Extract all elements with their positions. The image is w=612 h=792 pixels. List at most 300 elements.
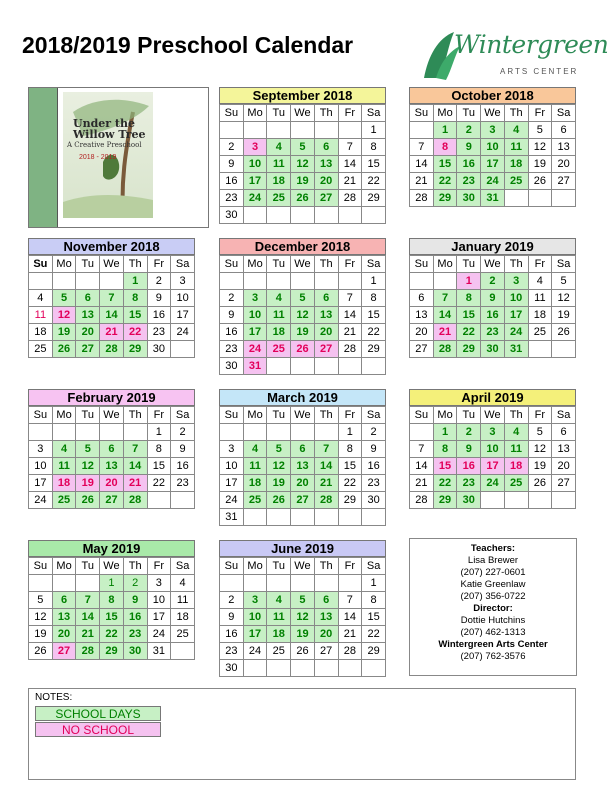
day-header: Su — [220, 407, 244, 424]
teacher-1: Lisa Brewer — [467, 555, 519, 566]
day-cell: 3 — [504, 273, 528, 290]
day-cell: 6 — [100, 441, 124, 458]
day-cell: 25 — [267, 190, 291, 207]
day-header: Sa — [362, 407, 386, 424]
day-cell: 22 — [433, 173, 457, 190]
day-header: We — [291, 558, 315, 575]
day-header: Th — [123, 256, 147, 273]
day-cell: 18 — [528, 307, 552, 324]
day-cell: 7 — [433, 290, 457, 307]
day-cell: 24 — [147, 626, 171, 643]
day-cell — [220, 122, 244, 139]
day-header: Mo — [52, 407, 76, 424]
month-grid — [28, 557, 195, 660]
day-cell: 9 — [481, 290, 505, 307]
day-cell: 13 — [76, 307, 100, 324]
day-cell: 1 — [433, 424, 457, 441]
day-cell — [29, 273, 53, 290]
day-header: Fr — [338, 105, 362, 122]
day-cell: 1 — [100, 575, 124, 592]
day-cell: 16 — [220, 324, 244, 341]
day-cell: 13 — [314, 609, 338, 626]
day-cell: 8 — [362, 139, 386, 156]
day-cell: 24 — [243, 341, 267, 358]
day-cell — [243, 660, 267, 677]
day-cell: 6 — [552, 424, 576, 441]
day-cell: 21 — [410, 475, 434, 492]
day-cell: 13 — [52, 609, 76, 626]
logo-name: Wintergreen — [454, 30, 609, 59]
day-cell — [123, 424, 147, 441]
day-cell: 26 — [267, 492, 291, 509]
day-header: Su — [410, 256, 434, 273]
day-header: Th — [314, 407, 338, 424]
day-header: We — [291, 256, 315, 273]
day-cell — [291, 660, 315, 677]
day-cell: 17 — [481, 458, 505, 475]
day-header: Th — [504, 256, 528, 273]
day-header: Fr — [147, 407, 171, 424]
month-title: February 2019 — [28, 389, 195, 406]
legend-no-school: NO SCHOOL — [35, 722, 161, 737]
day-cell: 19 — [29, 626, 53, 643]
day-header: We — [481, 256, 505, 273]
day-cell: 7 — [76, 592, 100, 609]
day-cell: 28 — [123, 492, 147, 509]
day-cell: 19 — [291, 324, 315, 341]
day-cell: 4 — [52, 441, 76, 458]
month-grid — [219, 255, 386, 375]
day-header: Sa — [362, 558, 386, 575]
day-cell: 7 — [338, 139, 362, 156]
day-cell: 22 — [338, 475, 362, 492]
day-cell: 19 — [76, 475, 100, 492]
day-cell — [220, 424, 244, 441]
day-cell: 22 — [457, 324, 481, 341]
month-4 — [219, 238, 386, 375]
day-cell — [29, 424, 53, 441]
day-cell: 17 — [29, 475, 53, 492]
month-grid — [409, 255, 576, 358]
day-cell: 2 — [123, 575, 147, 592]
day-cell: 10 — [481, 441, 505, 458]
day-cell: 15 — [433, 458, 457, 475]
day-cell: 12 — [291, 307, 315, 324]
teachers-heading: Teachers: — [470, 543, 516, 554]
day-cell: 27 — [100, 492, 124, 509]
day-cell: 12 — [76, 458, 100, 475]
day-cell: 1 — [362, 575, 386, 592]
day-cell: 2 — [457, 122, 481, 139]
day-cell — [314, 660, 338, 677]
day-cell — [171, 643, 195, 660]
day-cell: 20 — [552, 156, 576, 173]
month-title: June 2019 — [219, 540, 386, 557]
day-cell: 1 — [147, 424, 171, 441]
day-cell — [528, 492, 552, 509]
day-cell: 29 — [362, 190, 386, 207]
month-title: November 2018 — [28, 238, 195, 255]
day-cell: 30 — [457, 190, 481, 207]
month-title: May 2019 — [28, 540, 195, 557]
day-cell — [52, 424, 76, 441]
day-header: We — [291, 105, 315, 122]
day-cell: 23 — [147, 324, 171, 341]
day-cell: 4 — [171, 575, 195, 592]
day-cell: 12 — [52, 307, 76, 324]
day-cell: 13 — [552, 441, 576, 458]
day-cell: 11 — [52, 458, 76, 475]
day-cell: 15 — [123, 307, 147, 324]
day-cell — [243, 207, 267, 224]
teachers-box — [409, 538, 577, 676]
day-cell: 24 — [243, 643, 267, 660]
month-6 — [28, 389, 195, 509]
day-cell: 27 — [314, 341, 338, 358]
day-cell: 29 — [362, 341, 386, 358]
day-header: Tu — [267, 558, 291, 575]
day-cell — [528, 190, 552, 207]
day-cell: 3 — [220, 441, 244, 458]
day-header: We — [100, 558, 124, 575]
day-cell: 6 — [314, 592, 338, 609]
day-cell: 18 — [267, 324, 291, 341]
day-header: Th — [504, 105, 528, 122]
day-cell — [291, 207, 315, 224]
day-cell: 21 — [314, 475, 338, 492]
day-cell — [291, 358, 315, 375]
day-cell: 18 — [504, 156, 528, 173]
day-cell: 25 — [29, 341, 53, 358]
day-cell — [338, 207, 362, 224]
day-cell: 7 — [100, 290, 124, 307]
day-cell — [314, 575, 338, 592]
day-cell — [220, 575, 244, 592]
day-cell — [552, 341, 576, 358]
day-cell — [267, 509, 291, 526]
day-header: Tu — [267, 256, 291, 273]
day-cell — [314, 358, 338, 375]
day-cell: 30 — [220, 358, 244, 375]
day-cell: 8 — [433, 139, 457, 156]
day-header: Tu — [457, 407, 481, 424]
day-cell: 27 — [552, 475, 576, 492]
day-cell: 20 — [76, 324, 100, 341]
day-cell: 7 — [123, 441, 147, 458]
day-cell — [338, 660, 362, 677]
day-cell: 21 — [338, 324, 362, 341]
day-cell: 4 — [243, 441, 267, 458]
day-cell — [76, 273, 100, 290]
day-cell: 10 — [481, 139, 505, 156]
day-cell — [243, 122, 267, 139]
day-cell: 26 — [552, 324, 576, 341]
day-header: Fr — [147, 256, 171, 273]
day-cell: 26 — [528, 475, 552, 492]
day-cell: 4 — [528, 273, 552, 290]
day-cell: 8 — [457, 290, 481, 307]
day-cell: 22 — [362, 173, 386, 190]
day-cell: 8 — [362, 592, 386, 609]
day-cell: 2 — [171, 424, 195, 441]
day-header: Sa — [171, 256, 195, 273]
day-cell: 6 — [291, 441, 315, 458]
day-cell — [291, 273, 315, 290]
day-cell — [362, 358, 386, 375]
day-cell: 1 — [362, 273, 386, 290]
day-cell: 18 — [171, 609, 195, 626]
day-cell: 28 — [410, 190, 434, 207]
day-cell: 28 — [338, 190, 362, 207]
cover-years: 2018 - 2019 — [79, 154, 117, 161]
cover-title — [73, 118, 146, 140]
month-title: April 2019 — [409, 389, 576, 406]
day-cell: 28 — [338, 341, 362, 358]
day-cell: 23 — [123, 626, 147, 643]
day-cell — [267, 273, 291, 290]
month-grid — [219, 406, 386, 526]
day-cell: 18 — [52, 475, 76, 492]
teacher-2-phone: (207) 356-0722 — [460, 591, 526, 602]
day-cell: 11 — [504, 441, 528, 458]
day-cell: 19 — [291, 173, 315, 190]
day-cell: 19 — [52, 324, 76, 341]
day-cell: 6 — [52, 592, 76, 609]
day-cell: 7 — [338, 592, 362, 609]
day-cell: 11 — [528, 290, 552, 307]
day-cell: 26 — [291, 190, 315, 207]
day-cell — [314, 509, 338, 526]
day-cell: 16 — [457, 156, 481, 173]
day-cell: 6 — [314, 290, 338, 307]
day-cell: 21 — [123, 475, 147, 492]
day-cell: 23 — [481, 324, 505, 341]
director-phone: (207) 462-1313 — [460, 627, 526, 638]
day-header: Fr — [528, 105, 552, 122]
day-cell: 1 — [123, 273, 147, 290]
day-cell: 1 — [338, 424, 362, 441]
day-cell: 22 — [362, 324, 386, 341]
day-cell: 30 — [123, 643, 147, 660]
day-cell: 12 — [291, 609, 315, 626]
day-cell — [100, 424, 124, 441]
day-header: We — [291, 407, 315, 424]
center-name: Wintergreen Arts Center — [438, 639, 548, 650]
notes-label: NOTES: — [35, 692, 73, 703]
day-cell — [52, 273, 76, 290]
day-header: Fr — [528, 256, 552, 273]
day-header: Su — [220, 256, 244, 273]
day-cell — [481, 492, 505, 509]
month-grid — [219, 104, 386, 224]
day-cell: 17 — [220, 475, 244, 492]
month-grid — [409, 104, 576, 207]
day-cell: 17 — [243, 626, 267, 643]
day-cell: 31 — [481, 190, 505, 207]
month-title: October 2018 — [409, 87, 576, 104]
day-cell: 24 — [481, 475, 505, 492]
day-header: Th — [123, 407, 147, 424]
day-cell: 26 — [52, 341, 76, 358]
day-cell: 2 — [362, 424, 386, 441]
day-cell: 10 — [220, 458, 244, 475]
day-cell: 21 — [100, 324, 124, 341]
day-cell: 2 — [220, 139, 244, 156]
director-heading: Director: — [473, 603, 513, 614]
day-cell: 3 — [481, 424, 505, 441]
day-cell: 6 — [314, 139, 338, 156]
day-cell — [433, 273, 457, 290]
day-cell: 28 — [410, 492, 434, 509]
day-header: Su — [410, 407, 434, 424]
cover-line2: Willow Tree — [73, 128, 146, 141]
day-cell: 13 — [291, 458, 315, 475]
day-cell: 15 — [362, 307, 386, 324]
day-header: Th — [314, 105, 338, 122]
day-cell: 24 — [504, 324, 528, 341]
day-cell: 27 — [314, 643, 338, 660]
day-cell: 13 — [100, 458, 124, 475]
day-cell: 15 — [100, 609, 124, 626]
day-cell — [291, 575, 315, 592]
day-cell: 21 — [410, 173, 434, 190]
day-cell — [291, 509, 315, 526]
day-cell: 5 — [291, 592, 315, 609]
day-cell: 7 — [338, 290, 362, 307]
day-cell: 4 — [267, 290, 291, 307]
day-cell: 8 — [433, 441, 457, 458]
day-header: Sa — [552, 105, 576, 122]
day-cell: 11 — [504, 139, 528, 156]
day-cell: 2 — [220, 592, 244, 609]
day-cell: 10 — [29, 458, 53, 475]
day-cell: 15 — [457, 307, 481, 324]
day-cell — [410, 424, 434, 441]
day-header: Tu — [76, 558, 100, 575]
month-title: December 2018 — [219, 238, 386, 255]
teacher-1-phone: (207) 227-0601 — [460, 567, 526, 578]
day-cell: 24 — [243, 190, 267, 207]
month-grid — [28, 255, 195, 358]
day-cell: 5 — [291, 139, 315, 156]
day-cell: 27 — [410, 341, 434, 358]
day-cell — [504, 492, 528, 509]
day-cell: 12 — [267, 458, 291, 475]
day-cell: 10 — [171, 290, 195, 307]
day-cell: 22 — [147, 475, 171, 492]
day-cell: 7 — [410, 441, 434, 458]
day-cell: 4 — [267, 592, 291, 609]
day-cell: 15 — [338, 458, 362, 475]
day-cell: 20 — [314, 626, 338, 643]
day-cell — [171, 341, 195, 358]
day-header: Fr — [338, 256, 362, 273]
day-cell: 14 — [314, 458, 338, 475]
day-cell — [267, 122, 291, 139]
day-cell: 31 — [220, 509, 244, 526]
day-cell — [267, 207, 291, 224]
day-cell: 20 — [291, 475, 315, 492]
day-cell: 17 — [147, 609, 171, 626]
day-cell: 31 — [504, 341, 528, 358]
day-cell — [243, 273, 267, 290]
day-header: Mo — [243, 105, 267, 122]
day-cell: 5 — [267, 441, 291, 458]
day-cell: 14 — [100, 307, 124, 324]
cover-subtitle: A Creative Preschool — [67, 141, 142, 149]
day-cell: 29 — [433, 492, 457, 509]
day-cell: 25 — [504, 173, 528, 190]
day-header: Mo — [243, 256, 267, 273]
day-cell: 1 — [433, 122, 457, 139]
day-cell: 18 — [504, 458, 528, 475]
day-header: Sa — [552, 407, 576, 424]
cover-band — [29, 88, 58, 227]
day-cell: 11 — [29, 307, 53, 324]
day-cell: 10 — [243, 156, 267, 173]
day-cell: 3 — [171, 273, 195, 290]
day-cell — [338, 509, 362, 526]
day-cell: 19 — [552, 307, 576, 324]
day-cell: 25 — [528, 324, 552, 341]
day-cell: 23 — [220, 341, 244, 358]
day-cell: 7 — [314, 441, 338, 458]
day-cell: 25 — [267, 643, 291, 660]
day-cell: 14 — [433, 307, 457, 324]
day-header: We — [481, 407, 505, 424]
day-cell: 6 — [76, 290, 100, 307]
day-cell: 9 — [220, 609, 244, 626]
day-cell: 29 — [123, 341, 147, 358]
day-cell: 11 — [267, 156, 291, 173]
day-cell — [552, 492, 576, 509]
day-cell: 3 — [481, 122, 505, 139]
day-cell: 27 — [76, 341, 100, 358]
day-cell — [362, 207, 386, 224]
day-header: Tu — [457, 256, 481, 273]
day-cell: 8 — [147, 441, 171, 458]
day-cell: 8 — [100, 592, 124, 609]
day-cell: 16 — [220, 173, 244, 190]
month-8 — [409, 389, 576, 509]
day-cell: 1 — [362, 122, 386, 139]
day-header: Tu — [76, 256, 100, 273]
day-header: Mo — [433, 256, 457, 273]
day-cell: 9 — [220, 156, 244, 173]
day-cell: 3 — [243, 592, 267, 609]
day-cell: 30 — [147, 341, 171, 358]
day-cell — [267, 424, 291, 441]
day-cell — [243, 575, 267, 592]
day-header: We — [481, 105, 505, 122]
day-cell: 9 — [457, 139, 481, 156]
day-cell: 8 — [123, 290, 147, 307]
day-cell: 13 — [552, 139, 576, 156]
day-cell — [338, 358, 362, 375]
day-cell — [410, 122, 434, 139]
day-cell: 2 — [220, 290, 244, 307]
month-3 — [28, 238, 195, 358]
day-cell: 3 — [147, 575, 171, 592]
day-cell: 2 — [457, 424, 481, 441]
day-cell: 19 — [528, 458, 552, 475]
day-cell: 13 — [410, 307, 434, 324]
day-cell: 12 — [528, 139, 552, 156]
day-cell — [314, 122, 338, 139]
day-cell: 22 — [100, 626, 124, 643]
day-cell — [100, 273, 124, 290]
day-cell: 20 — [100, 475, 124, 492]
